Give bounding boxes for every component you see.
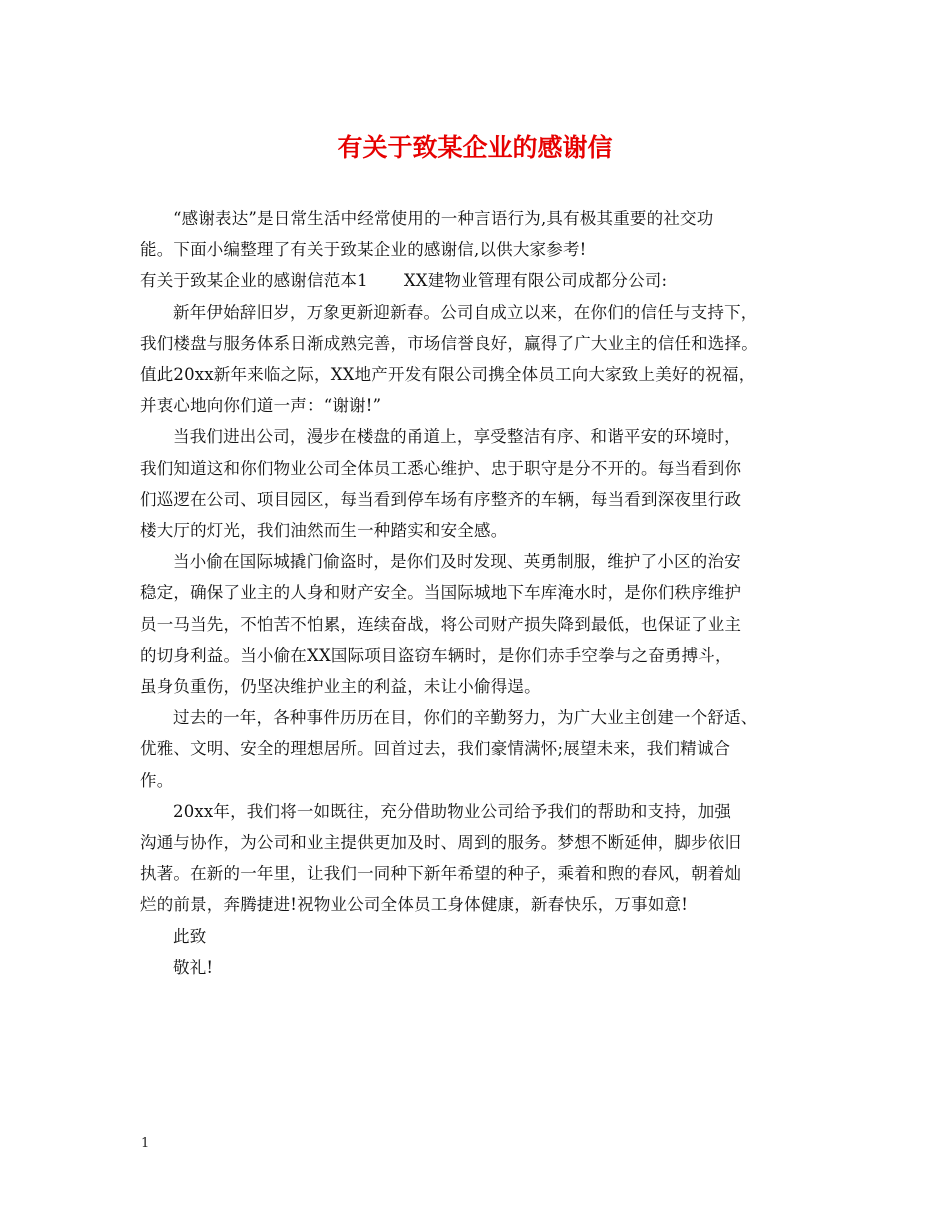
paragraph-2 xyxy=(140,421,826,546)
paragraph-5 xyxy=(140,796,826,921)
text-line: 沟通与协作，为公司和业主提供更加及时、周到的服务。梦想不断延伸，脚步依旧 xyxy=(140,833,742,853)
text-line: 烂的前景，奔腾捷进!祝物业公司全体员工身体健康，新春快乐，万事如意! xyxy=(140,895,689,915)
text-line: 我们楼盘与服务体系日渐成熟完善，市场信誉良好，赢得了广大业主的信任和选择。 xyxy=(140,333,758,353)
page-number: 1 xyxy=(141,1136,150,1151)
document-title: 有关于致某企业的感谢信 xyxy=(337,133,613,162)
text-line: 并衷心地向你们道一声：“谢谢!” xyxy=(140,396,382,416)
text-line: 当我们进出公司，漫步在楼盘的甬道上，享受整洁有序、和谐平安的环境时， xyxy=(173,427,741,447)
text-line: 执著。在新的一年里，让我们一同种下新年希望的种子，乘着和煦的春风，朝着灿 xyxy=(140,864,742,884)
text-line: 员一马当先，不怕苦不怕累，连续奋战，将公司财产损失降到最低，也保证了业主 xyxy=(140,614,742,634)
paragraph-4 xyxy=(140,702,826,796)
text-line: 作。 xyxy=(140,770,174,790)
paragraph-1 xyxy=(140,297,826,422)
text-line: 稳定，确保了业主的人身和财产安全。当国际城地下车库淹水时，是你们秩序维护 xyxy=(140,583,742,603)
text-line: 们巡逻在公司、项目园区，每当看到停车场有序整齐的车辆，每当看到深夜里行政 xyxy=(140,489,742,509)
text-line: 优雅、文明、安全的理想居所。回首过去，我们豪情满怀;展望未来，我们精诚合 xyxy=(140,739,731,759)
text-line: 我们知道这和你们物业公司全体员工悉心维护、忠于职守是分不开的。每当看到你 xyxy=(140,458,742,478)
sample-heading-line xyxy=(140,265,826,296)
intro-paragraph xyxy=(140,203,826,265)
text-line: 20xx年，我们将一如既往，充分借助物业公司给予我们的帮助和支持，加强 xyxy=(173,801,732,821)
text-line: 过去的一年，各种事件历历在目，你们的辛勤努力，为广大业主创建一个舒适、 xyxy=(173,708,758,728)
text-line: 值此20xx新年来临之际，XX地产开发有限公司携全体员工向大家致上美好的祝福， xyxy=(140,365,756,385)
text-line: 楼大厅的灯光，我们油然而生一种踏实和安全感。 xyxy=(140,521,508,541)
document-body xyxy=(140,203,826,983)
paragraph-3 xyxy=(140,546,826,702)
text-line: 的切身利益。当小偷在XX国际项目盗窃车辆时，是你们赤手空拳与之奋勇搏斗， xyxy=(140,645,732,665)
text-line: 能。下面小编整理了有关于致某企业的感谢信,以供大家参考! xyxy=(140,240,587,260)
text-line: 新年伊始辞旧岁，万象更新迎新春。公司自成立以来，在你们的信任与支持下， xyxy=(173,302,758,322)
closing: 此致 xyxy=(173,926,207,946)
recipient: XX建物业管理有限公司成都分公司: xyxy=(403,271,668,291)
text-line: “感谢表达”是日常生活中经常使用的一种言语行为,具有极其重要的社交功 xyxy=(173,209,714,228)
sample-heading: 有关于致某企业的感谢信范本1 xyxy=(140,271,368,291)
text-line: 虽身负重伤，仍坚决维护业主的利益，未让小偷得逞。 xyxy=(140,677,541,697)
text-line: 当小偷在国际城撬门偷盗时，是你们及时发现、英勇制服，维护了小区的治安 xyxy=(173,552,741,572)
salutation: 敬礼! xyxy=(173,957,214,977)
